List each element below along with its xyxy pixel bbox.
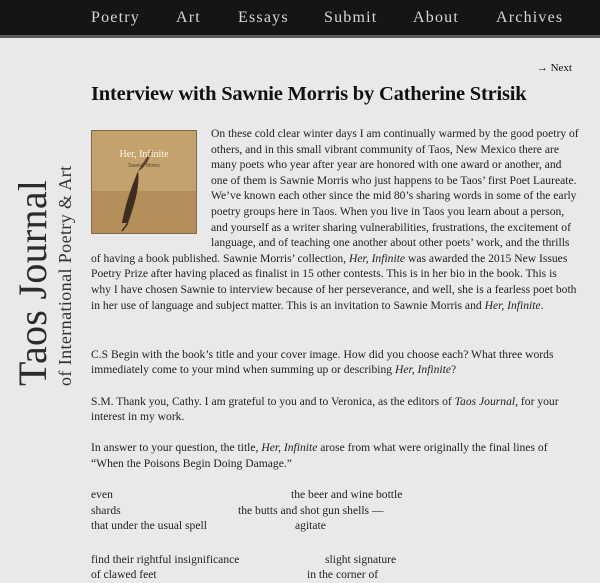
answer-end: , for your interest in my work. bbox=[91, 394, 559, 424]
book-title-em: Her, Infinite bbox=[261, 441, 318, 455]
poem-fragment: the butts and shot gun shells –– bbox=[238, 503, 384, 517]
intro-text-1: On these cold clear winter days I am continually warmed by the good poetry of others, and in this small vibrant community of Taos, New Mexico there are many poets who year after year are honored with one award or another, and one of them is Sawnie Morris who just happens to be Taos’ first Poet Laureate. We’ve known each other since the mid 80’s sharing words in some of the early poetry groups here in Taos. When you live in Taos you learn about a person, and yourself as a writer sharing vulnerabilities, frustrations, the excitement of language, and of teaching one another about other poets’ work, and the thrills of having a book published. Sawnie Morris’ collection, bbox=[91, 127, 579, 265]
spacer bbox=[91, 534, 579, 552]
question-1 bbox=[91, 347, 579, 378]
cover-title: Her, Infinite bbox=[119, 149, 169, 160]
top-navigation-bar bbox=[0, 0, 600, 38]
poem-line bbox=[91, 552, 579, 568]
nav-submit[interactable]: Submit bbox=[324, 9, 378, 26]
cover-author: Sawnie Morris bbox=[128, 163, 160, 169]
poem-fragment: agitate bbox=[295, 519, 326, 533]
journal-logo[interactable] bbox=[10, 66, 75, 386]
poem-fragment: that under the usual spell bbox=[91, 519, 207, 533]
poem-line bbox=[91, 503, 579, 519]
poem-fragment: slight signature bbox=[325, 552, 397, 566]
book-title-em: Her, Infinite bbox=[394, 363, 451, 377]
nav-art[interactable]: Art bbox=[176, 9, 201, 26]
poem-fragment: the beer and wine bottle bbox=[291, 488, 403, 502]
poem-fragment: in the corner of bbox=[307, 568, 379, 582]
journal-title-em: Taos Journal bbox=[454, 394, 516, 408]
poem-excerpt bbox=[91, 487, 579, 583]
nav-archives[interactable]: Archives bbox=[496, 9, 564, 26]
poem-line bbox=[91, 518, 579, 534]
question-text: C.S Begin with the book’s title and your cover image. How did you choose each? What three words immediately come to your mind when summing up or describing bbox=[91, 347, 554, 377]
article-body bbox=[91, 126, 579, 583]
answer-2 bbox=[91, 440, 579, 471]
nav-about[interactable]: About bbox=[413, 9, 459, 26]
answer-text: In answer to your question, the title, bbox=[91, 441, 262, 455]
poem-fragment: shards bbox=[91, 503, 121, 517]
next-link[interactable]: → Next bbox=[536, 62, 572, 74]
spacer bbox=[91, 329, 579, 347]
book-title-em: Her, Infinite bbox=[484, 298, 541, 312]
poem-line bbox=[91, 487, 579, 503]
poem-fragment: even bbox=[91, 488, 113, 502]
nav-poetry[interactable]: Poetry bbox=[91, 9, 140, 26]
journal-name: Taos Journal bbox=[10, 179, 55, 386]
answer-1 bbox=[91, 394, 579, 425]
book-cover-image bbox=[91, 130, 197, 234]
article-title: Interview with Sawnie Morris by Catherine Strisik bbox=[91, 83, 527, 105]
intro-text-2: was awarded the 2015 New Issues Poetry Prize after having placed as finalist in 15 other contests. This is in her bio in the book. This is why I have chosen Sawnie to interview because of her perseverance, and well, she is a fearless poet both in her use of language and subject matter. This is an invitation to Sawnie Morris and bbox=[91, 251, 577, 312]
nav-essays[interactable]: Essays bbox=[238, 9, 289, 26]
poem-line bbox=[91, 567, 579, 583]
answer-end: arose from what were originally the final lines of “When the Poisons Begin Doing Damage.” bbox=[91, 441, 548, 470]
poem-fragment: of clawed feet bbox=[91, 568, 157, 582]
intro-text-3: . bbox=[540, 298, 544, 312]
answer-text: S.M. Thank you, Cathy. I am grateful to you and to Veronica, as the editors of bbox=[91, 394, 455, 408]
book-title-em: Her, Infinite bbox=[349, 251, 406, 265]
journal-subtitle: of International Poetry & Art bbox=[55, 165, 75, 386]
question-end: ? bbox=[451, 363, 457, 377]
poem-fragment: find their rightful insignificance bbox=[91, 552, 240, 566]
